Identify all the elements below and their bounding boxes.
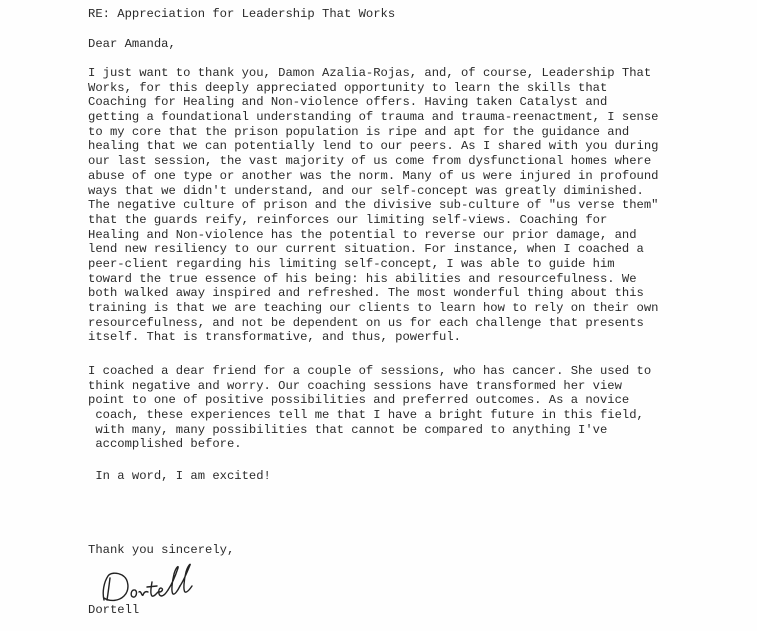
paragraph-line: to my core that the prison population is ripe and apt for the guidance and — [88, 124, 630, 139]
paragraph-line: both walked away inspired and refreshed. The most wonderful thing about this — [88, 286, 644, 301]
paragraph-line: The negative culture of prison and the divisive sub-culture of "us verse them" — [88, 198, 659, 213]
paragraph-line: Healing and Non-violence has the potential to reverse our prior damage, and — [88, 227, 637, 242]
valediction: Thank you sincerely, — [88, 543, 235, 557]
paragraph-line: ways that we didn't understand, and our self-concept was greatly diminished. — [88, 183, 644, 198]
paragraph-line: lend new resiliency to our current situation. For instance, when I coached a — [88, 242, 644, 257]
paragraph-line: accomplished before. — [88, 437, 242, 452]
paragraph-line: itself. That is transformative, and thus, powerful. — [88, 330, 461, 345]
paragraph-2 — [88, 364, 651, 452]
paragraph-line: abuse of one type or another was the norm. Many of us were injured in profound — [88, 168, 659, 183]
paragraph-line: our last session, the vast majority of us come from dysfunctional homes where — [88, 154, 652, 169]
paragraph-line: I just want to thank you, Damon Azalia-Rojas, and, of course, Leadership That — [88, 66, 652, 80]
subject-line: RE: Appreciation for Leadership That Works — [88, 7, 396, 21]
paragraph-line: with many, many possibilities that cannot be compared to anything I've — [88, 422, 608, 437]
paragraph-line: getting a foundational understanding of trauma and trauma-reenactment, I sense — [88, 110, 659, 125]
paragraph-line: I coached a dear friend for a couple of sessions, who has cancer. She used to — [88, 364, 652, 378]
closing-line: In a word, I am excited! — [88, 469, 271, 483]
salutation: Dear Amanda, — [88, 37, 176, 51]
paragraph-line: healing that we can potentially lend to our peers. As I shared with you during — [88, 139, 659, 154]
paragraph-line: that the guards reify, reinforces our limiting self-views. Coaching for — [88, 212, 608, 227]
paragraph-line: toward the true essence of his being: his abilities and resourcefulness. We — [88, 271, 637, 286]
paragraph-line: training is that we are teaching our clients to learn how to rely on their own — [88, 301, 659, 315]
paragraph-line: point to one of positive possibilities and preferred outcomes. As a novice — [88, 393, 630, 408]
paragraph-line: Coaching for Healing and Non-violence offers. Having taken Catalyst and — [88, 95, 608, 110]
paragraph-line: peer-client regarding his limiting self-concept, I was able to guide him — [88, 256, 615, 271]
paragraph-1 — [88, 66, 658, 345]
paragraph-line: Works, for this deeply appreciated opportunity to learn the skills that — [88, 80, 608, 95]
paragraph-line: resourcefulness, and not be dependent on us for each challenge that presents — [88, 315, 644, 330]
paragraph-line: think negative and worry. Our coaching sessions have transformed her view — [88, 378, 622, 393]
signer-name: Dortell — [88, 603, 140, 617]
paragraph-line: coach, these experiences tell me that I have a bright future in this field, — [88, 408, 644, 423]
